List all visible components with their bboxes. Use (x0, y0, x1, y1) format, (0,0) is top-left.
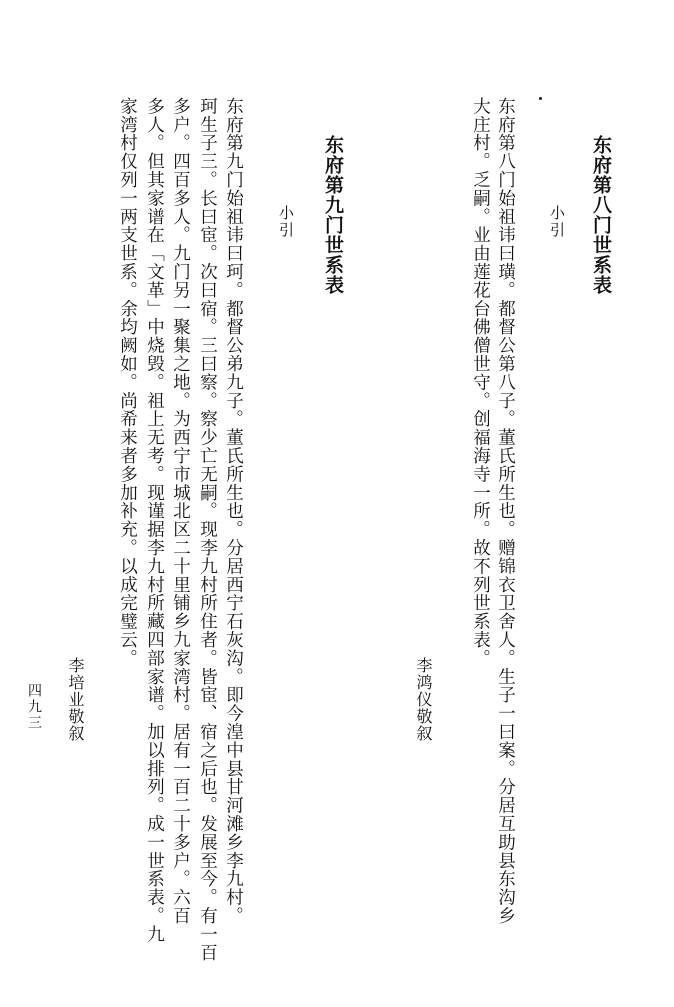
section2-line-2: 珂生子三。长曰宦。次曰宿。三曰察。察少亡无嗣。现李九村所住者。皆宦、宿之后也。发展至今。有一百 (197, 97, 218, 962)
section2-signature: 李培业敬叙 (66, 657, 85, 742)
section2-line-3: 多户。四百多人。九门另一聚集之地。为西宁市城北区二十里铺乡九家湾村。居有一百二十多户。六百 (170, 97, 191, 925)
page-number: 四九三 (26, 683, 42, 731)
section2-title: 东府第九门世系表 (322, 135, 344, 295)
section1-line-2: 大庄村。乏嗣。业由莲花台佛僧世守。创福海寺一所。故不列世系表。 (470, 97, 491, 668)
section2-line-1: 东府第九门始祖讳曰珂。都督公弟九子。董氏所生也。分居西宁石灰沟。即今湟中县甘河滩乡李九村。 (223, 97, 244, 925)
section1-subtitle: 小引 (548, 205, 566, 239)
section2-line-4: 多人。但其家谱在「文革」中烧毁。祖上无考。现谨据李九村所藏四部家谱。加以排列。成一世系表。九 (144, 97, 165, 944)
section2-line-5: 家湾村仅列一两支世系。余均阙如。尚希来者多加补充。以成完璧云。 (117, 97, 138, 668)
section2-subtitle: 小引 (277, 205, 295, 239)
ink-dot (539, 97, 542, 100)
section1-line-1: 东府第八门始祖讳曰璜。都督公第八子。董氏所生也。赠锦衣卫舍人。生子一曰案。分居互助县东沟乡 (495, 97, 516, 925)
section1-signature: 李鸿仪敬叙 (414, 657, 433, 742)
section1-title: 东府第八门世系表 (590, 135, 612, 295)
